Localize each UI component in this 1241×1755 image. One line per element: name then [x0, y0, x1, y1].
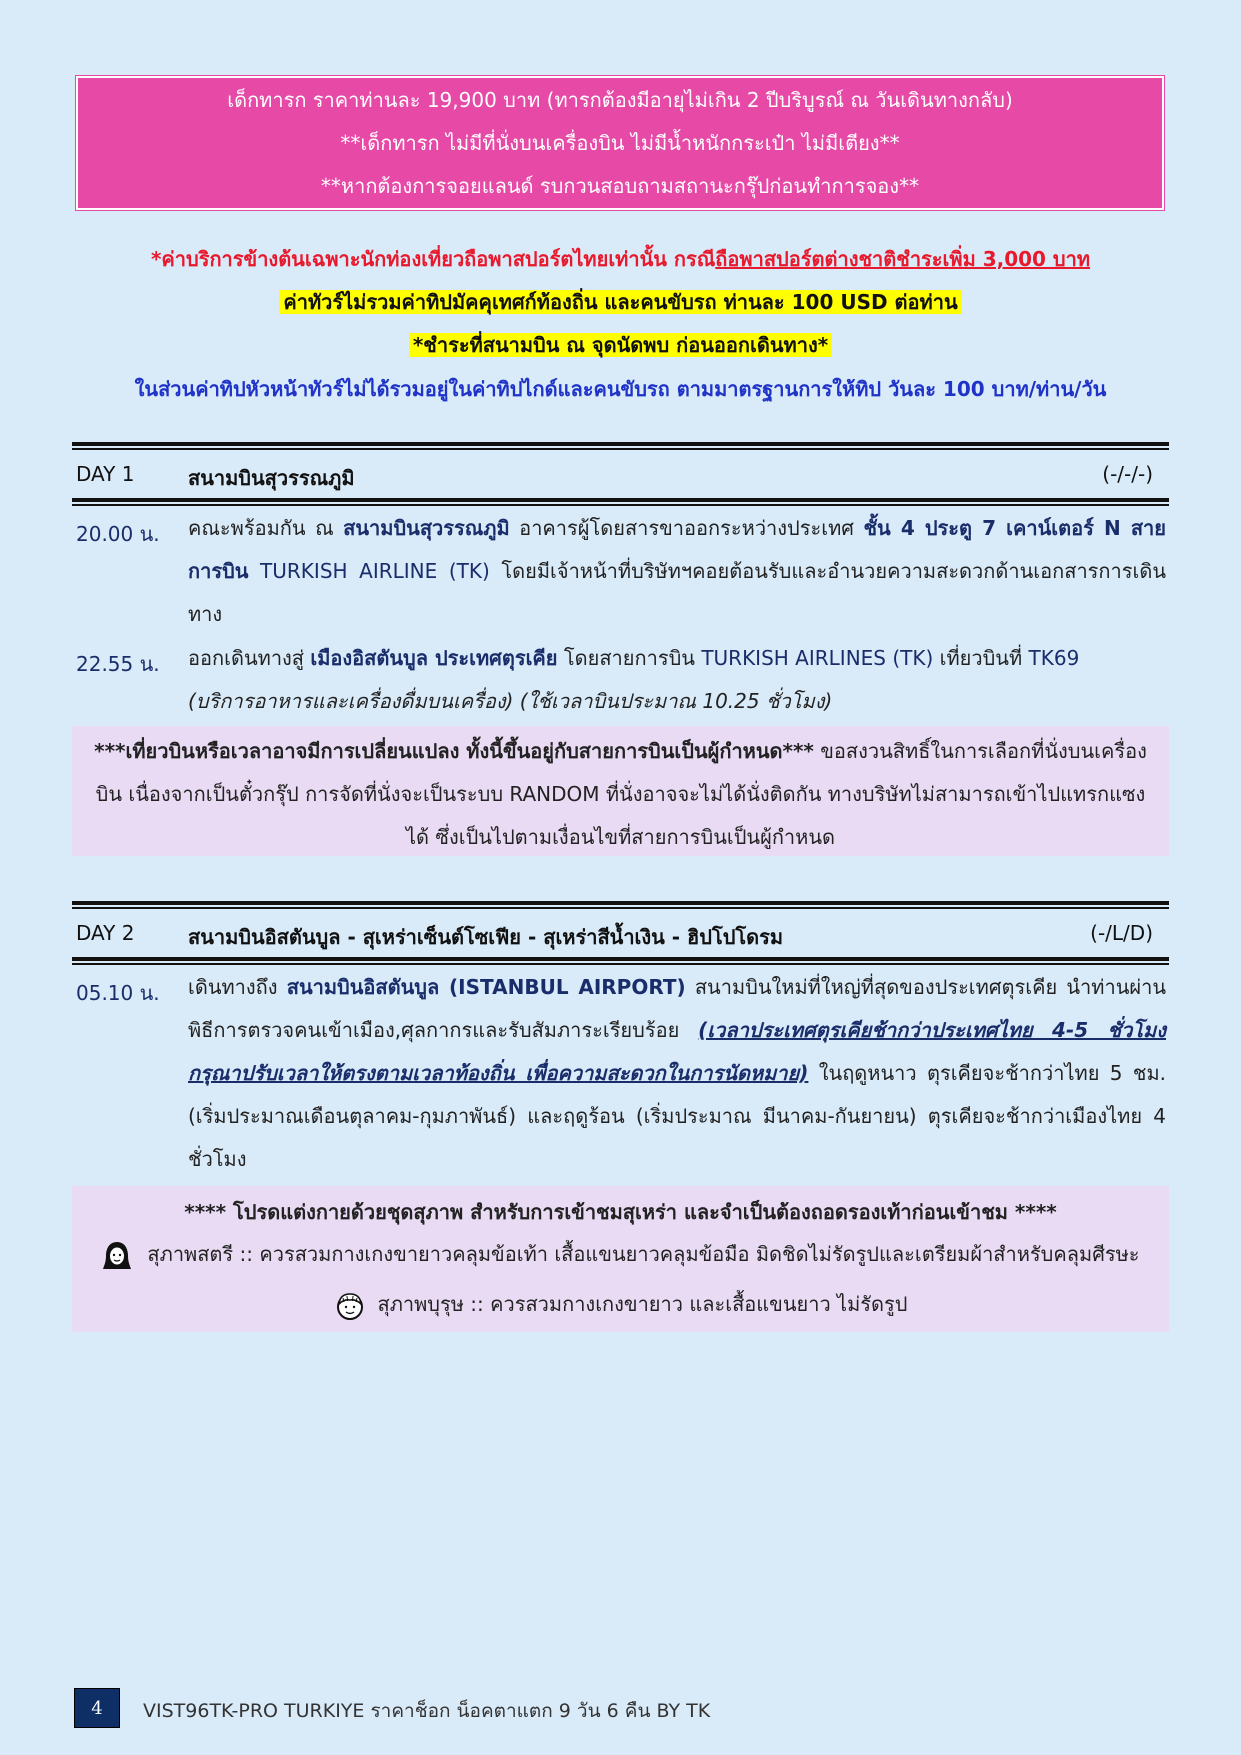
day1-label: DAY 1 [76, 462, 135, 486]
day2-title: สนามบินอิสตันบูล - สุเหร่าเซ็นต์โซเฟีย - สุเหร่าสีน้ำเงิน - ฮิปโปโดรม [188, 925, 784, 949]
passport-notice-text: *ค่าบริการข้างต้นเฉพาะนักท่องเที่ยวถือพาสปอร์ตไทยเท่านั้น กรณี [150, 247, 716, 271]
infant-price-line: เด็กทารก ราคาท่านละ 19,900 บาท (ทารกต้องมีอายุไม่เกิน 2 ปีบริบูรณ์ ณ วันเดินทางกลับ) [227, 87, 1013, 112]
warning-body: ขอสงวนสิทธิ์ในการเลือกที่นั่งบนเครื่องบิน เนื่องจากเป็นตั๋วกรุ๊ป การจัดที่นั่งจะเป็นระบบ RANDOM ที่นั่งอาจจะไม่ได้นั่งติดกัน ทางบริษัทไม่สามารถเข้าไปแทรกแซงได้ ซึ่งเป็นไปตามเงื่อนไขที่สายการบินเป็นผู้กำหนด [95, 739, 1147, 849]
text: อาคารผู้โดยสารขาออกระหว่างประเทศ [509, 516, 864, 540]
text: ในฤดูหนาว ตุรเคียจะช้ากว่าไทย 5 ชม. (เริ่มประมาณเดือนตุลาคม-กุมภาพันธ์) และฤดูร้อน (เริ่มประมาณ มีนาคม-กันยายน) ตุรเคียจะช้ากว่าเมืองไทย 4 ชั่วโมง [188, 1061, 1166, 1171]
tip-notice-text: ค่าทัวร์ไม่รวมค่าทิปมัคคุเทศก์ท้องถิ่น และคนขับรถ ท่านละ 100 USD ต่อท่าน [279, 290, 961, 314]
man-face-icon [334, 1290, 366, 1322]
text: (บริการอาหารและเครื่องดื่มบนเครื่อง) (ใช้เวลาบินประมาณ 10.25 ชั่วโมง) [188, 689, 833, 713]
pay-notice [0, 324, 1241, 367]
day2-paragraph-1 [188, 966, 1166, 1181]
text: TURKISH AIRLINE (TK) [248, 559, 490, 583]
day2-meals: (-/L/D) [1090, 921, 1153, 945]
text: สนามบินอิสตันบูล (ISTANBUL AIRPORT) [286, 975, 686, 999]
woman-hijab-icon [101, 1240, 133, 1272]
text: สนามบินใหม่ที่ใหญ่ที่สุดของประเทศตุรเคีย นำท่านผ่านพิธีการตรวจคนเข้าเมือง,ศุลกากรและรับสัมภาระเรียบร้อย [188, 975, 1166, 1042]
day1-title: สนามบินสุวรรณภูมิ [188, 466, 355, 490]
tip-notice [0, 281, 1241, 324]
text: (เวลาประเทศตุรเคียช้ากว่าประเทศไทย 4-5 ชั่วโมง กรุณาปรับเวลาให้ตรงตามเวลาท้องถิ่น เพื่อความสะดวกในการนัดหมาย) [188, 1018, 1166, 1085]
warning-strong: ***เที่ยวบินหรือเวลาอาจมีการเปลี่ยนแปลง ทั้งนี้ขึ้นอยู่กับสายการบินเป็นผู้กำหนด*** [94, 739, 814, 763]
text: คณะพร้อมกัน ณ [188, 516, 344, 540]
day1-paragraph-1 [188, 507, 1166, 636]
day2-label: DAY 2 [76, 921, 135, 945]
day1-rule-bottom [72, 498, 1169, 506]
day2-dress-code [72, 1186, 1169, 1332]
day1-meals: (-/-/-) [1102, 462, 1153, 486]
pay-notice-text: *ชำระที่สนามบิน ณ จุดนัดพบ ก่อนออกเดินทาง* [409, 333, 832, 357]
day2-rule-top [72, 901, 1169, 909]
infant-price-box [76, 76, 1164, 210]
dress-women-text: สุภาพสตรี :: ควรสวมกางเกงขายาวคลุมข้อเท้า เสื้อแขนยาวคลุมข้อมือ มิดชิดไม่รัดรูปและเตรียมผ้าสำหรับคลุมศีรษะ [147, 1242, 1140, 1266]
day1-flight-warning [72, 726, 1169, 856]
day2-header [72, 911, 1169, 955]
text: TURKISH AIRLINES (TK) [701, 646, 934, 670]
dress-code-women [72, 1238, 1169, 1272]
day1-time-2: 22.55 น. [76, 652, 160, 676]
day1-rule-top [72, 442, 1169, 450]
day1-header [72, 452, 1169, 496]
text: ชั้น 4 ประตู 7 เคาน์เตอร์ N สายการบิน [188, 516, 1166, 583]
warning-text [94, 730, 1147, 859]
text: โดยสายการบิน [557, 646, 702, 670]
day2-rule-bottom [72, 957, 1169, 965]
text: เมืองอิสตันบูล ประเทศตุรเคีย [310, 646, 558, 670]
day1-time-1: 20.00 น. [76, 522, 160, 546]
day1-paragraph-2 [188, 637, 1166, 723]
text: เที่ยวบินที่ [933, 646, 1029, 670]
passport-surcharge: ถือพาสปอร์ตต่างชาติชำระเพิ่ม 3,000 บาท [715, 247, 1091, 271]
page-number: 4 [74, 1688, 120, 1728]
text: TK69 [1028, 646, 1080, 670]
footer-program-name: VIST96TK-PRO TURKIYE ราคาช็อก น็อคตาแตก 9 วัน 6 คืน BY TK [143, 1700, 711, 1722]
day2-time-1: 05.10 น. [76, 981, 160, 1005]
text: ออกเดินทางสู่ [188, 646, 311, 670]
join-land-line: **หากต้องการจอยแลนด์ รบกวนสอบถามสถานะกรุ๊ปก่อนทำการจอง** [320, 173, 920, 198]
leader-tip-notice: ในส่วนค่าทิปหัวหน้าทัวร์ไม่ได้รวมอยู่ในค่าทิปไกด์และคนขับรถ ตามมาตรฐานการให้ทิป วันละ 100 บาท/ท่าน/วัน [134, 377, 1107, 401]
text: เดินทางถึง [188, 975, 287, 999]
infant-no-seat-line: **เด็กทารก ไม่มีที่นั่งบนเครื่องบิน ไม่มีน้ำหนักกระเป๋า ไม่มีเตียง** [340, 130, 900, 155]
text: โดยมีเจ้าหน้าที่บริษัทฯคอยต้อนรับและอำนวยความสะดวกด้านเอกสารการเดินทาง [188, 559, 1166, 626]
passport-notice [0, 238, 1241, 281]
dress-code-title: **** โปรดแต่งกายด้วยชุดสุภาพ สำหรับการเข้าชมสุเหร่า และจำเป็นต้องถอดรองเท้าก่อนเข้าชม **** [184, 1200, 1057, 1224]
dress-code-men [72, 1288, 1169, 1322]
dress-men-text: สุภาพบุรุษ :: ควรสวมกางเกงขายาว และเสื้อแขนยาว ไม่รัดรูป [377, 1292, 908, 1316]
text: สนามบินสุวรรณภูมิ [343, 516, 510, 540]
